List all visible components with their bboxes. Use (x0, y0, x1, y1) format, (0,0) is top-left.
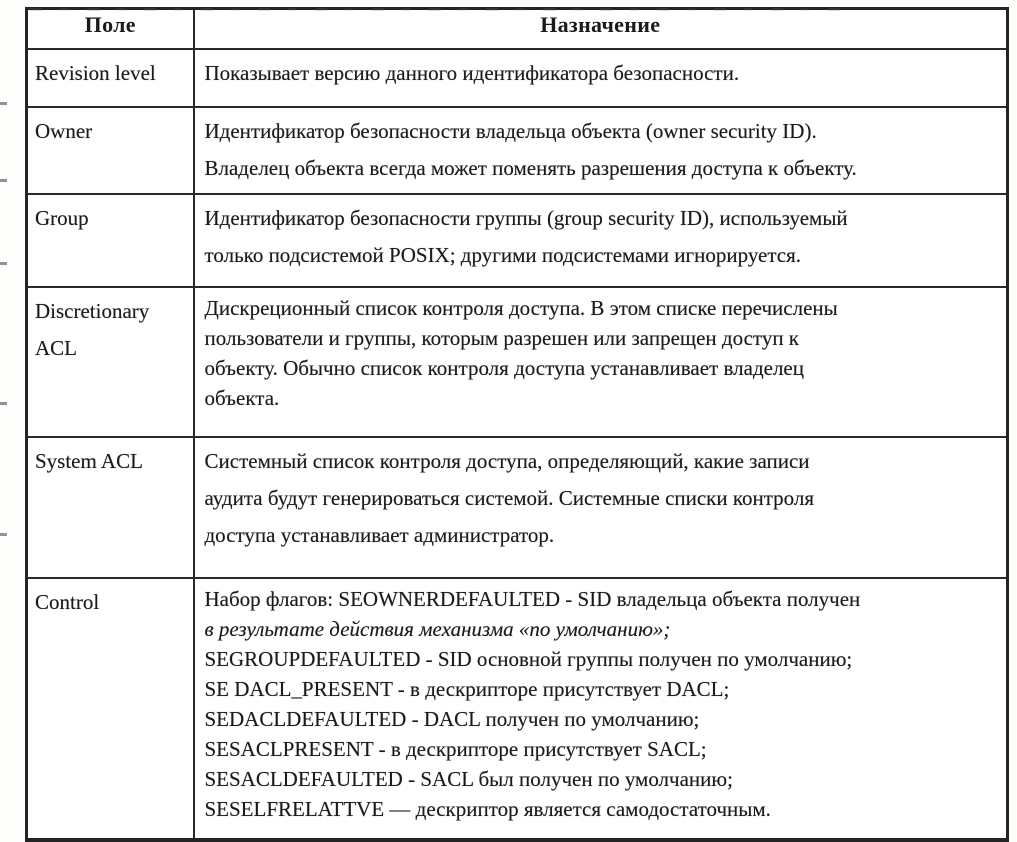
description-line: Системный список контроля доступа, определяющий, какие записи (204, 449, 810, 473)
column-header-field: Поле (27, 9, 194, 50)
table-row (27, 578, 1008, 840)
description-line: Владелец объекта всегда может поменять разрешения доступа к объекту. (204, 156, 857, 180)
field-name-cell: Owner (27, 107, 194, 194)
description-cell (194, 194, 1008, 287)
scan-artifact (0, 102, 7, 105)
field-name-cell: Discretionary ACL (27, 287, 194, 437)
description-line: SE DACL_PRESENT - в дескрипторе присутствует DACL; (204, 677, 730, 701)
description-line: Набор флагов: SEOWNERDEFAULTED - SID владельца объекта получен (204, 587, 861, 611)
description-line: SEDACLDEFAULTED - DACL получен по умолчанию; (204, 707, 700, 731)
description-line: SESELFRELATTVE — дескриптор является самодостаточным. (204, 797, 771, 821)
table-row (27, 287, 1008, 437)
description-line: в результате действия механизма «по умолчанию»; (204, 617, 671, 641)
description-line: доступа устанавливает администратор. (204, 523, 555, 547)
description-line: Идентификатор безопасности группы (group security ID), используемый (204, 206, 848, 230)
table-header-row (27, 9, 1008, 50)
field-name-cell: Control (27, 578, 194, 840)
description-cell (194, 578, 1008, 840)
description-line: объекту. Обычно список контроля доступа устанавливает владелец (204, 356, 804, 380)
scan-artifact (0, 533, 7, 536)
description-line: пользователи и группы, которым разрешен или запрещен доступ к (204, 326, 800, 350)
description-line: аудита будут генерироваться системой. Системные списки контроля (204, 486, 815, 510)
table-row (27, 107, 1008, 194)
field-name-cell: Group (27, 194, 194, 287)
description-cell (194, 107, 1008, 194)
column-header-purpose: Назначение (194, 9, 1008, 50)
description-line: объекта. (204, 386, 280, 410)
description-line: Дискреционный список контроля доступа. В этом списке перечислены (204, 296, 838, 320)
description-cell (194, 287, 1008, 437)
field-name-cell: Revision level (27, 49, 194, 107)
description-line: SESACLDEFAULTED - SACL был получен по умолчанию; (204, 767, 733, 791)
table-body (27, 49, 1008, 840)
scanned-document-page (0, 7, 1017, 821)
description-cell (194, 437, 1008, 578)
description-line: SESACLPRESENT - в дескрипторе присутствует SACL; (204, 737, 707, 761)
description-line: только подсистемой POSIX; другими подсистемами игнорируется. (204, 243, 802, 267)
field-name-cell: System ACL (27, 437, 194, 578)
scan-artifact (0, 179, 7, 182)
scan-artifact (0, 402, 7, 405)
table-row (27, 194, 1008, 287)
description-cell (194, 49, 1008, 107)
table-row (27, 437, 1008, 578)
description-line: Идентификатор безопасности владельца объекта (owner security ID). (204, 119, 817, 143)
table-row (27, 49, 1008, 107)
security-descriptor-fields-table (25, 7, 1009, 842)
cropped-text-remnant (30, 8, 850, 11)
description-line: Показывает версию данного идентификатора безопасности. (204, 61, 740, 85)
description-line: SEGROUPDEFAULTED - SID основной группы получен по умолчанию; (204, 647, 853, 671)
scan-artifact (0, 262, 7, 265)
